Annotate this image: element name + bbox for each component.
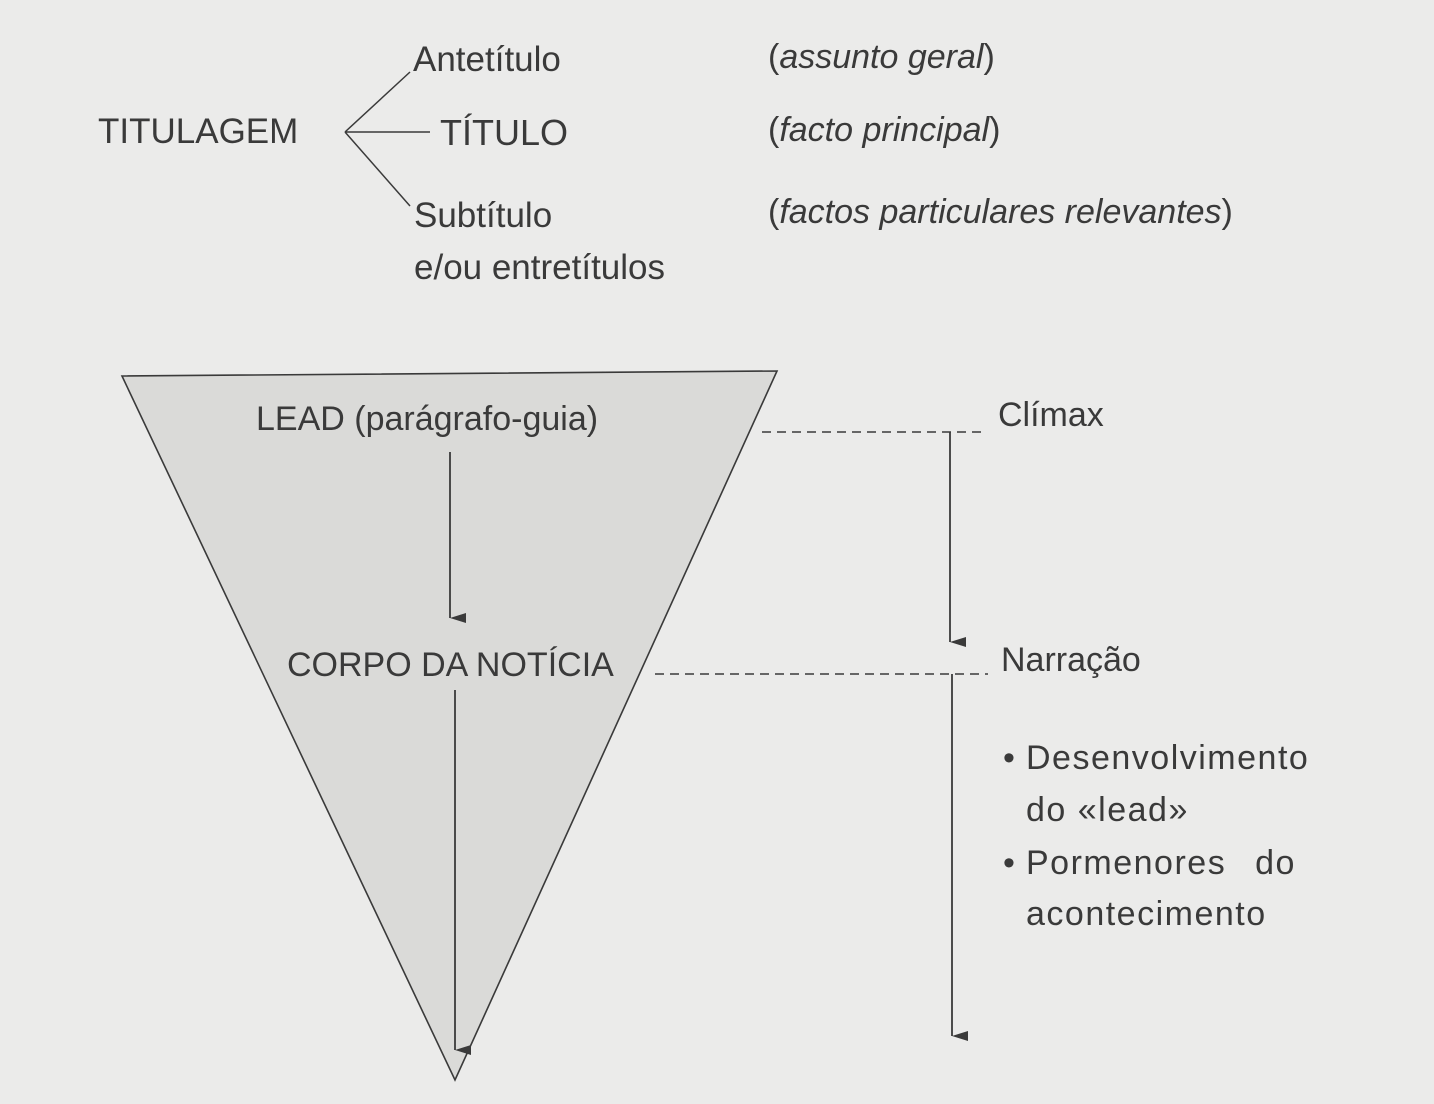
lead-label: LEAD (parágrafo-guia) — [256, 400, 599, 438]
item2-line1: Pormenores do — [1026, 844, 1296, 882]
bullet-1: • — [1003, 739, 1015, 777]
close-paren: ) — [983, 38, 995, 76]
corpo-label: CORPO DA NOTÍCIA — [287, 646, 614, 684]
bracket-line-subtitulo — [345, 132, 410, 206]
open-paren: ( — [768, 38, 780, 76]
entretitulos-label: e/ou entretítulos — [414, 248, 665, 287]
bracket-line-antetitulo — [345, 72, 410, 132]
subtitulo-description-text: factos particulares relevantes — [779, 193, 1222, 231]
close-paren: ) — [1221, 193, 1233, 231]
narracao-label: Narração — [1001, 641, 1141, 679]
titulagem-label: TITULAGEM — [98, 112, 299, 151]
antetitulo-description — [768, 40, 995, 74]
climax-label: Clímax — [998, 396, 1104, 434]
antetitulo-label: Antetítulo — [413, 40, 561, 79]
titulo-description — [768, 113, 1000, 147]
item1-line2: do «lead» — [1026, 791, 1189, 829]
titulo-label: TÍTULO — [440, 112, 569, 153]
antetitulo-description-text: assunto geral — [779, 38, 984, 76]
titulo-description-text: facto principal — [779, 111, 990, 149]
item1-line1: Desenvolvimento — [1026, 739, 1310, 777]
open-paren: ( — [768, 193, 780, 231]
subtitulo-label: Subtítulo — [414, 196, 553, 235]
close-paren: ) — [989, 111, 1001, 149]
subtitulo-description — [768, 195, 1233, 229]
item2-line2: acontecimento — [1026, 895, 1267, 933]
open-paren: ( — [768, 111, 780, 149]
bullet-2: • — [1003, 844, 1015, 882]
